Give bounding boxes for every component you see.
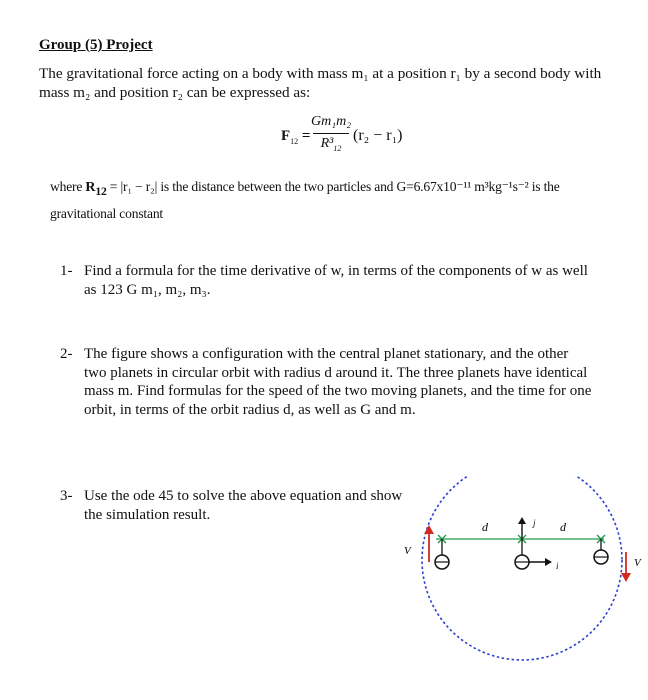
list-item-text: Use the ode 45 to solve the above equation and show the simulation result.	[84, 488, 403, 523]
formula-rhs: (r₂ − r₁)	[353, 127, 403, 144]
page-title: Group (5) Project	[39, 37, 153, 53]
label-v-left: V	[404, 545, 411, 557]
up-arrow-icon	[424, 525, 434, 534]
formula-lhs: $F_{12}$ =	[281, 128, 311, 146]
list-item-number: 3-	[60, 488, 73, 504]
fraction-bar	[313, 133, 349, 134]
formula-denominator: $R^3_{12}$	[320, 136, 342, 153]
where-paragraph: where $R_{12} = |r_1 - r_2|$ is the distance between the two particles and G=6.67x10⁻¹¹ m³kg⁻¹s⁻² is the gravitational constant	[50, 179, 560, 221]
label-i: i	[556, 561, 559, 571]
label-d-left: d	[482, 520, 488, 534]
label-d-right: d	[560, 520, 566, 534]
force-formula	[281, 114, 441, 162]
formula-numerator: Gm₁m₂	[311, 114, 352, 129]
list-item-number: 1-	[60, 263, 73, 279]
j-arrowhead-icon	[518, 517, 526, 524]
intro-paragraph: The gravitational force acting on a body with mass m₁ at a position r₁ by a second body with mass m₂ and position r₂ can be expressed as:	[39, 65, 602, 101]
orbit-figure	[396, 476, 648, 700]
label-j: j	[533, 518, 536, 528]
orbit-circle	[422, 476, 622, 660]
list-item-text: The figure shows a configuration with the central planet stationary, and the other two planets in circular orbit with radius d around it. The three planets have identical mass m. Find formulas for the speed of the two moving planets, and the time for one orbit, in terms of the orbit radius d, as well as G and m.	[84, 346, 592, 418]
label-v-right: V	[634, 557, 641, 569]
i-arrowhead-icon	[545, 558, 552, 566]
down-arrow-icon	[621, 573, 631, 582]
list-item-number: 2-	[60, 346, 73, 362]
r12-term: $R_{12}$	[85, 180, 107, 198]
list-item-text: Find a formula for the time derivative of w, in terms of the components of w as well as 123 G m₁, m₂, m₃.	[84, 263, 588, 298]
